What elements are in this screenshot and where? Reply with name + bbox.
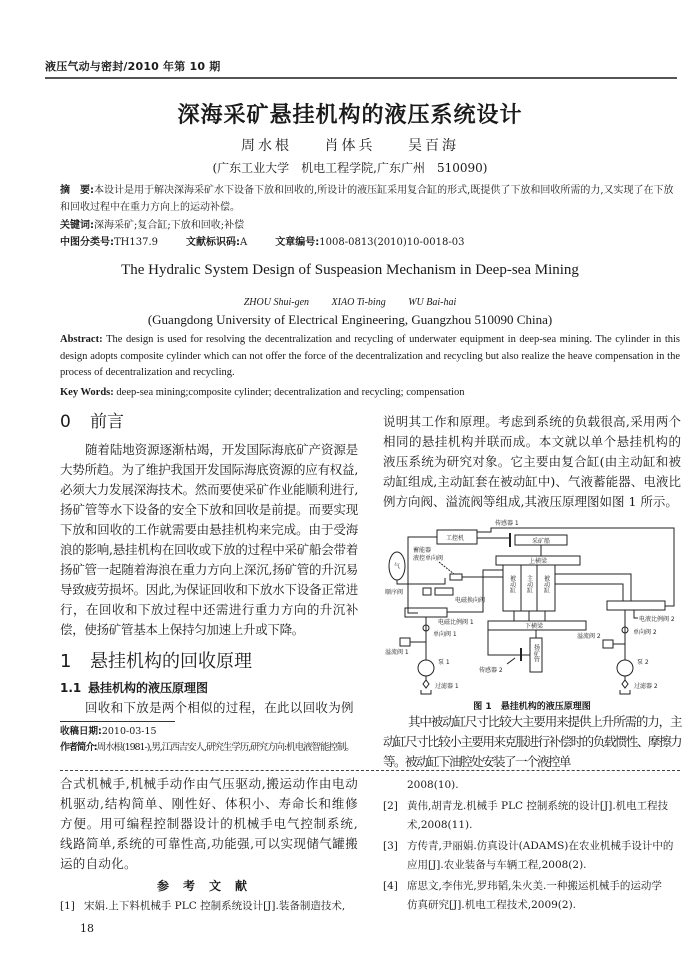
reference-1-num: [1] <box>60 900 75 912</box>
author-en-3: WU Bai-hai <box>408 297 457 308</box>
reference-3-num: [3] <box>383 840 398 852</box>
reference-4-text: 席思文,李伟光,罗玮韬,朱火美.一种搬运机械手的运动学 <box>407 880 662 892</box>
label-upper-beam: 上横梁 <box>529 558 548 565</box>
received-date: 2010-03-15 <box>101 726 157 737</box>
doc-code-value: A <box>240 237 248 248</box>
keywords-cn <box>60 219 244 233</box>
solenoid-directional-valve <box>435 588 453 595</box>
author-3: 吴百海 <box>407 138 459 154</box>
label-pump-2: 泵 2 <box>637 659 649 666</box>
paper-title: 深海采矿悬挂机构的液压系统设计 <box>177 103 523 128</box>
section-0-paragraph: 随着陆地资源逐渐枯竭，开发国际海底矿产资源是大势所趋。为了维护我国开发国际海底资源的应有权益,必须大力发展深海技术。然而要使采矿作业能顺利进行,扬矿管等水下设备的安全下放和回收是前提。而要实现下放和回收的工作就需要由悬挂机构来完成。由于受海浪的影响,悬挂机构在回收或下放的过程中采矿船会带着扬矿管一起随着海浪在重力方向上深沉,扬矿管的升沉易导致疲劳损坏。因此,为保证回收和下放水下设备正常进行，在回收和下放过程中还需进行重力方向的升沉补偿，使扬矿管基本上保持匀加速上升或下降。 <box>60 442 358 637</box>
reference-3-cont: 应用[J].农业装备与车辆工程,2008(2). <box>407 859 587 871</box>
label-sequence-valve: 顺序阀 <box>385 589 404 596</box>
filter-1 <box>423 680 429 688</box>
label-prop-valve-2: 电液比例阀 2 <box>639 616 675 623</box>
filter-2 <box>622 680 628 688</box>
label-pilot-check: 液控单向阀 <box>413 555 444 562</box>
label-check-1: 单向阀 1 <box>433 631 457 638</box>
section-1-heading <box>60 651 358 673</box>
continued-article-text: 合式机械手,机械手动作由气压驱动,搬运动作由电动机驱动,结构简单、刚性好、体积小、寿命长和维修方便。用可编程控制器设计的机械手电气控制系统,线路简单,系统的可靠性高,功能强,可以实现储气罐搬运的自动化。 <box>60 776 358 871</box>
label-accumulator: 蓄能器 <box>413 547 432 554</box>
label-lower-beam: 下横梁 <box>525 623 544 630</box>
reference-2 <box>383 797 681 835</box>
abstract-cn-label: 摘 要: <box>60 185 94 196</box>
label-check-2: 单向阀 2 <box>633 629 657 636</box>
label-prop-valve-1: 电磁比例阀 1 <box>438 619 474 626</box>
header-rule <box>45 77 677 79</box>
reference-3-text: 方传青,尹丽娟.仿真设计(ADAMS)在农业机械手设计中的 <box>407 840 674 852</box>
section-1-num: 1 <box>60 651 72 672</box>
subsection-1-1-num: 1.1 <box>60 681 82 695</box>
reference-4-cont: 仿真研究[J].机电工程技术,2009(2). <box>407 899 577 911</box>
sequence-valve <box>423 588 431 595</box>
section-0-num: 0 <box>60 412 71 432</box>
received-label: 收稿日期: <box>60 726 102 737</box>
author-en-2: XIAO Ti-bing <box>331 297 386 308</box>
abstract-en-label: Abstract: <box>60 334 103 345</box>
label-lift-pipe: 扬矿管 <box>532 644 540 662</box>
author-2: 肖体兵 <box>324 138 376 154</box>
reference-1-line2 <box>383 776 681 795</box>
proportional-valve-2 <box>607 601 665 610</box>
reference-2-num: [2] <box>383 800 398 812</box>
section-0-heading <box>60 411 358 433</box>
reference-1-cont: 2008(10). <box>407 779 459 791</box>
right-column-paragraph-2: 其中被动缸尺寸比较大主要用来提供上升所需的力，主动缸尺寸比较小主要用来克服进行补偿时的负载惯性、摩擦力等。被动缸下油腔处安装了一个液控单 <box>383 714 681 769</box>
footnote-rule <box>60 721 175 722</box>
pump-1 <box>418 660 434 676</box>
author-1: 周水根 <box>241 138 293 154</box>
right-column-paragraph-1: 说明其工作和原理。考虑到系统的负载很高,采用两个相同的悬挂机构并联而成。本文就以单个悬挂机构的液压系统为研究对象。它主要由复合缸(由主动缸和被动缸组成,主动缸套在被动缸中)、气液蓄能器、电液比例方向阀、溢流阀等组成,其液压原理图如图 1 所示。 <box>383 414 681 509</box>
clc-value: TH137.9 <box>114 237 159 248</box>
authors <box>0 135 700 155</box>
pilot-check-valve <box>450 574 462 580</box>
relief-valve-2 <box>603 640 613 648</box>
label-passive-cyl-right: 被动缸 <box>542 575 550 593</box>
paper-title-en: The Hydralic System Design of Suspeasion Mechanism in Deep-sea Mining <box>121 262 579 278</box>
label-controller: 工控机 <box>446 535 465 542</box>
label-filter-2: 过滤器 2 <box>634 683 658 690</box>
keywords-en-text: deep-sea mining;composite cylinder; decentralization and recycling; compensation <box>116 387 465 398</box>
keywords-cn-label: 关键词: <box>60 220 94 231</box>
bio-text: 周水根(1981-),男,江西吉安人,研究生学历,研究方向:机电液智能控制。 <box>96 742 354 753</box>
keywords-cn-text: 深海采矿;复合缸;下放和回收;补偿 <box>94 220 245 231</box>
bio-label: 作者简介: <box>60 742 97 753</box>
label-sensor-1: 传感器 1 <box>495 520 519 527</box>
footnote-bio <box>60 740 358 755</box>
authors-en <box>0 296 700 309</box>
classification <box>60 236 464 250</box>
author-en-1: ZHOU Shui-gen <box>243 297 310 308</box>
label-sensor-2: 传感器 2 <box>479 667 503 674</box>
footnote-received <box>60 724 358 739</box>
clc-label: 中图分类号: <box>60 237 114 248</box>
label-mining-ship: 采矿船 <box>532 538 551 545</box>
label-relief-1: 溢流阀 1 <box>385 649 409 656</box>
doc-code-label: 文献标识码: <box>186 237 241 248</box>
keywords-en-label: Key Words: <box>60 387 114 398</box>
reference-2-text: 黄伟,胡青龙.机械手 PLC 控制系统的设计[J].机电工程技 <box>407 800 669 812</box>
subsection-1-1-heading <box>60 680 358 696</box>
label-relief-2: 溢流阀 2 <box>577 633 601 640</box>
section-0-title: 前言 <box>90 412 124 432</box>
reference-2-cont: 术,2008(11). <box>407 819 473 831</box>
page-number: 18 <box>80 922 94 935</box>
abstract-cn <box>60 182 680 216</box>
label-filter-1: 过滤器 1 <box>435 683 459 690</box>
section-1-paragraph: 回收和下放是两个相似的过程，在此以回收为例 <box>85 700 354 715</box>
figure-caption: 图 1 悬挂机构的液压原理图 <box>473 702 591 712</box>
reference-4-num: [4] <box>383 880 398 892</box>
label-solenoid-valve: 电磁换向阀 <box>455 597 486 604</box>
label-gas: 气 <box>394 563 401 570</box>
article-no-label: 文章编号: <box>275 237 320 248</box>
subsection-1-1-title: 悬挂机构的液压原理图 <box>88 681 209 695</box>
article-no-value: 1008-0813(2010)10-0018-03 <box>319 237 465 248</box>
affiliation: (广东工业大学 机电工程学院,广东广州 510090) <box>212 161 488 175</box>
reference-1-line1 <box>60 897 358 916</box>
label-passive-cyl-left: 被动缸 <box>508 575 516 593</box>
affiliation-en: (Guangdong University of Electrical Engineering, Guangzhou 510090 China) <box>147 312 553 327</box>
relief-valve-1 <box>400 638 410 646</box>
abstract-en <box>60 332 680 382</box>
journal-header: 液压气动与密封/2010 年第 10 期 <box>45 60 221 73</box>
reference-3 <box>383 837 681 875</box>
abstract-en-text: The design is used for resolving the decentralization and recycling of underwater equipment in deep-sea mining. The cylinder in this design adopts composite cylinder which can not offer the force of the decentralization and recycling but also realize the heave compensation in the process of decentralization and recycling. <box>60 334 680 378</box>
hydraulic-schematic-figure <box>383 518 683 698</box>
reference-1-text: 宋娟.上下料机械手 PLC 控制系统设计[J].装备制造技术, <box>84 900 346 912</box>
abstract-cn-text: 本设计是用于解决深海采矿水下设备下放和回收的,所设计的液压缸采用复合缸的形式,既提供了下放和回收所需的力,又实现了在下放和回收过程中在重力方向上的运动补偿。 <box>60 185 674 213</box>
label-active-cyl: 主动缸 <box>525 575 533 593</box>
keywords-en <box>60 386 465 400</box>
label-pump-1: 泵 1 <box>438 659 450 666</box>
pump-2 <box>617 660 633 676</box>
references-title: 参考文献 <box>156 879 261 893</box>
reference-4 <box>383 877 681 915</box>
section-1-title: 悬挂机构的回收原理 <box>90 651 252 672</box>
